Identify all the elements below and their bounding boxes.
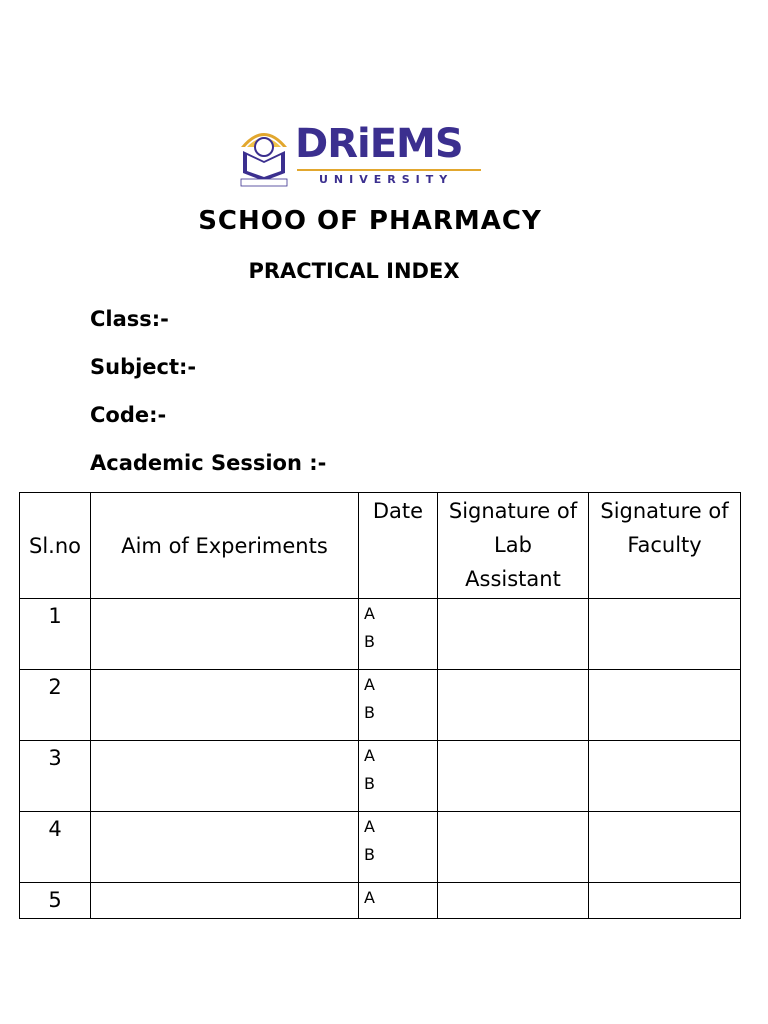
date-cell xyxy=(359,883,438,919)
date-cell xyxy=(359,599,438,670)
university-logo xyxy=(237,117,485,189)
date-a: A xyxy=(364,888,375,907)
date-a: A xyxy=(364,746,375,765)
row-number: 4 xyxy=(20,812,91,883)
table-row xyxy=(20,883,741,919)
date-cell xyxy=(359,670,438,741)
aim-cell xyxy=(91,670,359,741)
header-aim: Aim of Experiments xyxy=(91,493,359,599)
header-date: Date xyxy=(359,493,438,599)
aim-cell xyxy=(91,883,359,919)
table-header-row xyxy=(20,493,741,599)
practical-index-table xyxy=(19,492,741,919)
class-label: Class:- xyxy=(90,307,169,331)
header-fac-sig-line1: Signature of xyxy=(600,499,729,523)
date-b: B xyxy=(364,845,375,864)
faculty-signature-cell xyxy=(589,741,741,812)
lab-assistant-signature-cell xyxy=(438,670,589,741)
date-b: B xyxy=(364,703,375,722)
row-number: 5 xyxy=(20,883,91,919)
lab-assistant-signature-cell xyxy=(438,883,589,919)
date-a: A xyxy=(364,817,375,836)
code-label: Code:- xyxy=(90,403,167,427)
row-number: 1 xyxy=(20,599,91,670)
row-number: 3 xyxy=(20,741,91,812)
aim-cell xyxy=(91,812,359,883)
lab-assistant-signature-cell xyxy=(438,812,589,883)
header-slno: Sl.no xyxy=(20,493,91,599)
aim-cell xyxy=(91,599,359,670)
logo-subtitle: UNIVERSITY xyxy=(319,173,454,186)
faculty-signature-cell xyxy=(589,670,741,741)
logo-divider xyxy=(297,169,481,171)
header-fac-sig-line2: Faculty xyxy=(627,533,702,557)
date-a: A xyxy=(364,675,375,694)
header-lab-sig-line1: Signature of xyxy=(448,499,578,523)
header-faculty-signature xyxy=(589,493,741,599)
row-number: 2 xyxy=(20,670,91,741)
date-cell xyxy=(359,812,438,883)
faculty-signature-cell xyxy=(589,812,741,883)
lab-assistant-signature-cell xyxy=(438,599,589,670)
date-cell xyxy=(359,741,438,812)
faculty-signature-cell xyxy=(589,599,741,670)
logo-wordmark: DRiEMS xyxy=(295,121,463,167)
aim-cell xyxy=(91,741,359,812)
table-row xyxy=(20,670,741,741)
header-lab-assistant-signature xyxy=(438,493,589,599)
table-row xyxy=(20,599,741,670)
subject-label: Subject:- xyxy=(90,355,197,379)
date-b: B xyxy=(364,774,375,793)
academic-session-label: Academic Session :- xyxy=(90,451,327,475)
table-row xyxy=(20,741,741,812)
table-row xyxy=(20,812,741,883)
header-lab-sig-line2: Lab xyxy=(494,533,532,557)
university-emblem-icon xyxy=(237,117,291,187)
faculty-signature-cell xyxy=(589,883,741,919)
header-lab-sig-line3: Assistant xyxy=(465,567,561,591)
page-subtitle: PRACTICAL INDEX xyxy=(248,259,460,283)
page-title: SCHOO OF PHARMACY xyxy=(198,206,542,236)
lab-assistant-signature-cell xyxy=(438,741,589,812)
date-b: B xyxy=(364,632,375,651)
date-a: A xyxy=(364,604,375,623)
